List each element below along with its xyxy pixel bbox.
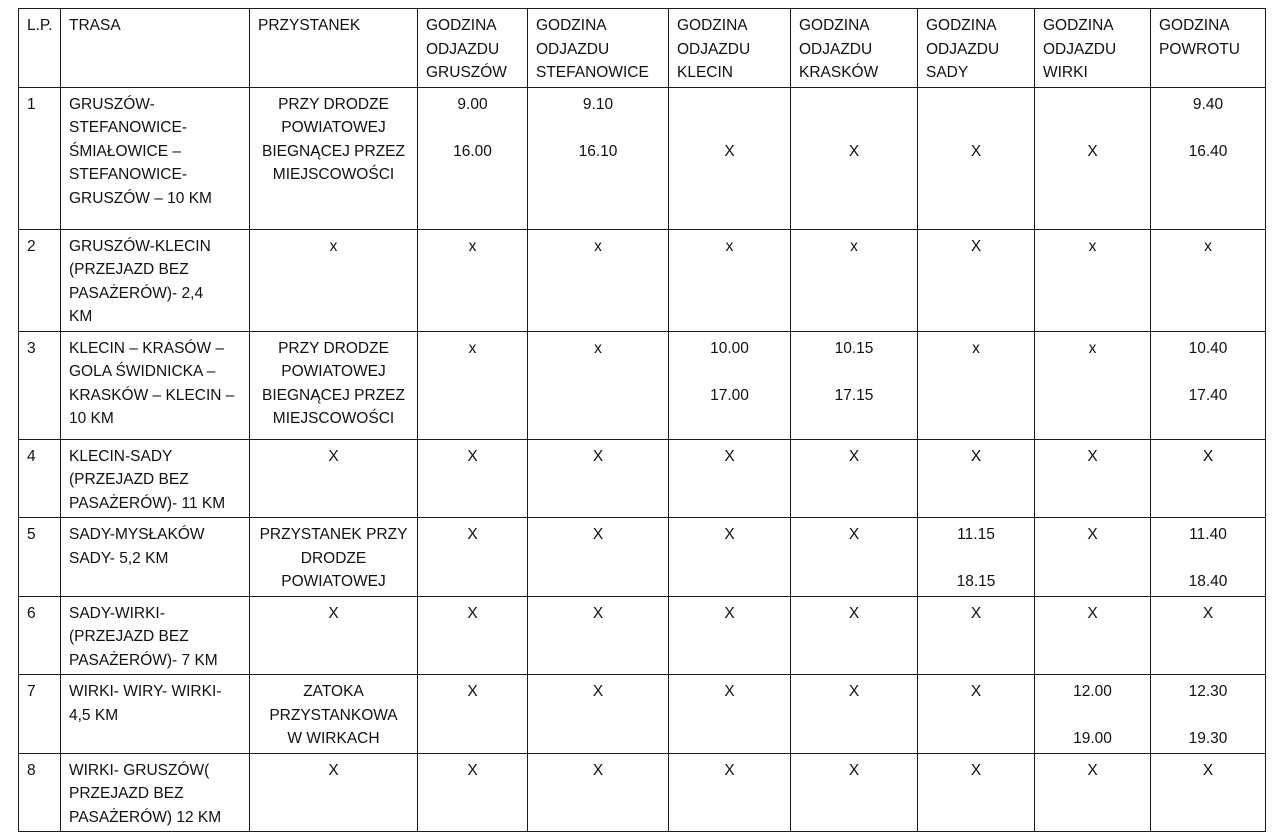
time-value: 9.10 xyxy=(582,95,614,113)
cell-wirki: X xyxy=(1035,518,1151,597)
cell-klecin: X xyxy=(669,439,791,518)
spacer xyxy=(926,93,1026,140)
header-line: GODZINA xyxy=(536,17,607,34)
time-value: 17.00 xyxy=(710,386,749,404)
trasa-line: KM xyxy=(69,308,93,325)
cell-gruszow: X xyxy=(418,675,528,754)
trasa-line: KLECIN – KRASÓW – xyxy=(69,339,225,357)
time-value: 16.40 xyxy=(1188,142,1228,160)
header-wirki xyxy=(1035,9,1151,88)
x-mark: X xyxy=(1087,142,1098,160)
cell-krasow xyxy=(791,331,918,439)
cell-sady: X xyxy=(918,753,1035,832)
cell-powrot xyxy=(1151,675,1266,754)
header-line: SADY xyxy=(926,64,969,81)
header-line: ODJAZDU xyxy=(677,40,751,58)
cell-powrot: X xyxy=(1151,439,1266,518)
cell-lp: 2 xyxy=(19,229,61,331)
cell-gruszow: x xyxy=(418,229,528,331)
header-powrot xyxy=(1151,9,1266,88)
cell-trasa xyxy=(61,439,250,518)
cell-klecin xyxy=(669,87,791,229)
time-value: 17.15 xyxy=(834,386,874,404)
trasa-line: GRUSZÓW-KLECIN xyxy=(69,237,211,255)
trasa-line: PASAŻERÓW)- 7 KM xyxy=(69,651,218,669)
header-line: WIRKI xyxy=(1043,64,1088,81)
cell-stefanowice: x xyxy=(528,331,669,439)
trasa-line: PASAŻERÓW)- 11 KM xyxy=(69,494,226,512)
table-row xyxy=(19,518,1266,597)
header-sady xyxy=(918,9,1035,88)
x-mark: X xyxy=(848,142,860,160)
spacer xyxy=(677,93,782,140)
przystanek-line: PRZYSTANEK PRZY xyxy=(259,526,408,543)
header-line: ODJAZDU xyxy=(426,40,500,58)
trasa-line: SADY- 5,2 KM xyxy=(69,549,169,567)
header-line: ODJAZDU xyxy=(799,40,873,58)
time-value: 10.00 xyxy=(710,339,749,357)
spacer xyxy=(536,116,660,140)
cell-stefanowice xyxy=(528,87,669,229)
przystanek-line: W WIRKACH xyxy=(287,730,380,747)
header-lp: L.P. xyxy=(19,9,61,88)
cell-trasa xyxy=(61,675,250,754)
przystanek-line: BIEGNĄCEJ PRZEZ xyxy=(262,386,405,404)
cell-sady xyxy=(918,87,1035,229)
schedule-table xyxy=(18,8,1266,832)
cell-przystanek xyxy=(250,518,418,597)
header-przystanek: PRZYSTANEK xyxy=(250,9,418,88)
cell-stefanowice: x xyxy=(528,229,669,331)
header-line: GRUSZÓW xyxy=(426,64,507,81)
cell-wirki: X xyxy=(1035,596,1151,675)
cell-stefanowice: X xyxy=(528,675,669,754)
table-row xyxy=(19,596,1266,675)
time-value: 12.00 xyxy=(1073,683,1112,700)
cell-trasa xyxy=(61,596,250,675)
cell-przystanek: x xyxy=(250,229,418,331)
time-value: 16.10 xyxy=(578,142,618,160)
cell-lp: 3 xyxy=(19,331,61,439)
cell-powrot: x xyxy=(1151,229,1266,331)
header-line: KRASKÓW xyxy=(799,64,879,81)
header-line: GODZINA xyxy=(1159,17,1230,34)
cell-klecin: X xyxy=(669,596,791,675)
header-klecin xyxy=(669,9,791,88)
cell-powrot: X xyxy=(1151,596,1266,675)
table-row xyxy=(19,439,1266,518)
header-line: GODZINA xyxy=(677,17,748,34)
cell-wirki: X xyxy=(1035,439,1151,518)
header-line: ODJAZDU xyxy=(536,40,610,58)
trasa-line: 4,5 KM xyxy=(69,706,119,724)
cell-wirki: x xyxy=(1035,229,1151,331)
przystanek-line: DRODZE xyxy=(300,549,367,567)
trasa-line: GRUSZÓW- xyxy=(69,95,155,113)
cell-gruszow xyxy=(418,87,528,229)
table-row xyxy=(19,87,1266,229)
x-mark: X xyxy=(724,142,735,160)
cell-klecin: x xyxy=(669,229,791,331)
cell-przystanek: X xyxy=(250,596,418,675)
header-gruszow xyxy=(418,9,528,88)
time-value: 18.40 xyxy=(1188,573,1228,590)
cell-sady: X xyxy=(918,596,1035,675)
cell-lp: 5 xyxy=(19,518,61,597)
cell-powrot xyxy=(1151,331,1266,439)
time-value: 17.40 xyxy=(1188,386,1228,404)
cell-sady: x xyxy=(918,331,1035,439)
przystanek-line: PRZY DRODZE xyxy=(278,95,389,113)
header-line: GODZINA xyxy=(926,17,997,34)
header-line: ODJAZDU xyxy=(1043,40,1117,58)
header-line: POWROTU xyxy=(1159,40,1240,58)
time-value: 9.40 xyxy=(1192,95,1224,113)
cell-krasow: X xyxy=(791,518,918,597)
header-line: ODJAZDU xyxy=(926,40,1000,58)
cell-przystanek xyxy=(250,87,418,229)
cell-przystanek: X xyxy=(250,439,418,518)
cell-wirki xyxy=(1035,675,1151,754)
cell-trasa xyxy=(61,753,250,832)
trasa-line: PASAŻERÓW) 12 KM xyxy=(69,808,222,826)
header-trasa: TRASA xyxy=(61,9,250,88)
trasa-line: ŚMIAŁOWICE – xyxy=(69,142,181,160)
cell-stefanowice: X xyxy=(528,518,669,597)
cell-klecin: X xyxy=(669,753,791,832)
cell-lp: 4 xyxy=(19,439,61,518)
cell-gruszow: X xyxy=(418,753,528,832)
cell-wirki xyxy=(1035,87,1151,229)
cell-sady: X xyxy=(918,439,1035,518)
trasa-line: STEFANOWICE- xyxy=(69,119,187,136)
cell-klecin xyxy=(669,331,791,439)
cell-lp: 1 xyxy=(19,87,61,229)
header-line: STEFANOWICE xyxy=(536,64,649,81)
time-value: 18.15 xyxy=(956,573,996,590)
cell-krasow xyxy=(791,87,918,229)
przystanek-line: MIEJSCOWOŚCI xyxy=(272,410,395,427)
time-value: 10.15 xyxy=(834,339,874,357)
cell-krasow: X xyxy=(791,439,918,518)
cell-przystanek xyxy=(250,331,418,439)
table-row xyxy=(19,229,1266,331)
cell-krasow: X xyxy=(791,753,918,832)
cell-stefanowice: X xyxy=(528,596,669,675)
cell-trasa xyxy=(61,331,250,439)
cell-lp: 8 xyxy=(19,753,61,832)
cell-gruszow: X xyxy=(418,518,528,597)
spacer xyxy=(799,93,909,140)
cell-trasa xyxy=(61,87,250,229)
time-value: 16.00 xyxy=(453,142,492,160)
cell-gruszow: X xyxy=(418,439,528,518)
cell-sady: X xyxy=(918,229,1035,331)
spacer xyxy=(1043,93,1142,140)
przystanek-line: BIEGNĄCEJ PRZEZ xyxy=(262,142,405,160)
cell-stefanowice: X xyxy=(528,753,669,832)
header-line: GODZINA xyxy=(799,17,870,34)
cell-sady: X xyxy=(918,675,1035,754)
header-row xyxy=(19,9,1266,88)
time-value: 9.00 xyxy=(457,95,488,113)
cell-krasow: x xyxy=(791,229,918,331)
cell-krasow: X xyxy=(791,596,918,675)
header-line: GODZINA xyxy=(426,17,497,34)
time-value: 19.30 xyxy=(1188,730,1228,747)
cell-klecin: X xyxy=(669,675,791,754)
header-krasow xyxy=(791,9,918,88)
table-row xyxy=(19,331,1266,439)
cell-gruszow: X xyxy=(418,596,528,675)
trasa-line: (PRZEJAZD BEZ xyxy=(69,628,189,645)
time-value: 11.15 xyxy=(957,526,995,543)
cell-trasa xyxy=(61,518,250,597)
trasa-line: GRUSZÓW – 10 KM xyxy=(69,189,212,207)
table-row xyxy=(19,675,1266,754)
trasa-line: PRZEJAZD BEZ xyxy=(69,785,184,802)
cell-krasow: X xyxy=(791,675,918,754)
przystanek-line: POWIATOWEJ xyxy=(281,119,386,136)
cell-sady xyxy=(918,518,1035,597)
trasa-line: 10 KM xyxy=(69,410,114,427)
trasa-line: SADY-MYSŁAKÓW xyxy=(69,526,205,543)
trasa-line: KRASKÓW – KLECIN – xyxy=(69,386,235,404)
przystanek-line: PRZYSTANKOWA xyxy=(269,706,398,724)
cell-przystanek xyxy=(250,675,418,754)
przystanek-line: POWIATOWEJ xyxy=(281,573,386,590)
cell-gruszow: x xyxy=(418,331,528,439)
spacer xyxy=(426,116,519,140)
trasa-line: (PRZEJAZD BEZ xyxy=(69,471,189,488)
cell-stefanowice: X xyxy=(528,439,669,518)
cell-trasa xyxy=(61,229,250,331)
spacer xyxy=(1159,116,1257,140)
cell-wirki: X xyxy=(1035,753,1151,832)
cell-powrot xyxy=(1151,87,1266,229)
x-mark: X xyxy=(970,142,982,160)
time-value: 19.00 xyxy=(1073,730,1112,747)
trasa-line: GOLA ŚWIDNICKA – xyxy=(69,363,216,380)
cell-powrot xyxy=(1151,518,1266,597)
trasa-line: SADY-WIRKI- xyxy=(69,604,165,622)
cell-lp: 7 xyxy=(19,675,61,754)
cell-przystanek: X xyxy=(250,753,418,832)
cell-lp: 6 xyxy=(19,596,61,675)
przystanek-line: PRZY DRODZE xyxy=(278,339,389,357)
trasa-line: PASAŻERÓW)- 2,4 xyxy=(69,284,204,302)
table-row xyxy=(19,753,1266,832)
cell-klecin: X xyxy=(669,518,791,597)
cell-powrot: X xyxy=(1151,753,1266,832)
trasa-line: WIRKI- GRUSZÓW( xyxy=(69,761,210,779)
time-value: 12.30 xyxy=(1188,683,1228,700)
time-value: 11.40 xyxy=(1189,526,1227,543)
header-line: GODZINA xyxy=(1043,17,1114,34)
header-line: KLECIN xyxy=(677,64,733,81)
time-value: 10.40 xyxy=(1188,339,1228,357)
header-stefanowice xyxy=(528,9,669,88)
cell-wirki: x xyxy=(1035,331,1151,439)
przystanek-line: POWIATOWEJ xyxy=(281,363,386,380)
trasa-line: WIRKI- WIRY- WIRKI- xyxy=(69,683,222,700)
trasa-line: KLECIN-SADY xyxy=(69,447,173,465)
przystanek-line: ZATOKA xyxy=(303,683,364,700)
trasa-line: STEFANOWICE- xyxy=(69,166,187,183)
trasa-line: (PRZEJAZD BEZ xyxy=(69,261,189,278)
przystanek-line: MIEJSCOWOŚCI xyxy=(272,166,395,183)
